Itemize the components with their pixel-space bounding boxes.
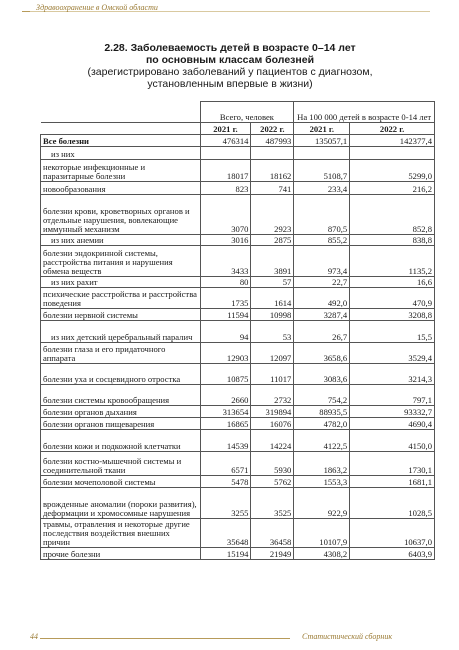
value-cell bbox=[350, 147, 435, 160]
value-cell: 35648 bbox=[200, 519, 251, 548]
table-row bbox=[41, 430, 435, 452]
value-cell: 3529,4 bbox=[350, 343, 435, 364]
value-cell: 5762 bbox=[251, 476, 294, 488]
value-cell: 10875 bbox=[200, 364, 251, 385]
value-cell: 1681,1 bbox=[350, 476, 435, 488]
table-row bbox=[41, 246, 435, 277]
table-row bbox=[41, 135, 435, 147]
value-cell: 135057,1 bbox=[294, 135, 350, 147]
value-cell: 16,6 bbox=[350, 277, 435, 288]
morbidity-table bbox=[40, 101, 435, 560]
value-cell: 36458 bbox=[251, 519, 294, 548]
value-cell: 4122,5 bbox=[294, 430, 350, 452]
value-cell: 2732 bbox=[251, 385, 294, 406]
table-row bbox=[41, 418, 435, 430]
table-row bbox=[41, 147, 435, 160]
value-cell bbox=[200, 147, 251, 160]
value-cell: 22,7 bbox=[294, 277, 350, 288]
value-cell: 26,7 bbox=[294, 321, 350, 343]
col-group-per-100k: На 100 000 детей в возрасте 0-14 лет bbox=[294, 102, 435, 123]
value-cell: 12903 bbox=[200, 343, 251, 364]
year-header: 2022 г. bbox=[251, 123, 294, 135]
value-cell: 1135,2 bbox=[350, 246, 435, 277]
value-cell: 1614 bbox=[251, 288, 294, 309]
value-cell: 3083,6 bbox=[294, 364, 350, 385]
table-row bbox=[41, 385, 435, 406]
value-cell: 3891 bbox=[251, 246, 294, 277]
table-row bbox=[41, 160, 435, 182]
value-cell: 10107,9 bbox=[294, 519, 350, 548]
page-number: 44 bbox=[30, 632, 38, 641]
value-cell: 4782,0 bbox=[294, 418, 350, 430]
value-cell: 11017 bbox=[251, 364, 294, 385]
table-row bbox=[41, 343, 435, 364]
value-cell: 922,9 bbox=[294, 488, 350, 519]
value-cell: 57 bbox=[251, 277, 294, 288]
table-row bbox=[41, 195, 435, 235]
value-cell: 80 bbox=[200, 277, 251, 288]
value-cell: 487993 bbox=[251, 135, 294, 147]
table-title bbox=[30, 42, 430, 90]
value-cell: 6403,9 bbox=[350, 548, 435, 560]
value-cell: 852,8 bbox=[350, 195, 435, 235]
value-cell: 5930 bbox=[251, 452, 294, 476]
value-cell: 5299,0 bbox=[350, 160, 435, 182]
row-label: болезни нервной системы bbox=[41, 309, 201, 321]
table-row bbox=[41, 309, 435, 321]
value-cell: 3433 bbox=[200, 246, 251, 277]
value-cell: 838,8 bbox=[350, 235, 435, 246]
value-cell: 88935,5 bbox=[294, 406, 350, 418]
year-header: 2022 г. bbox=[350, 123, 435, 135]
table-row bbox=[41, 364, 435, 385]
row-label: болезни мочеполовой системы bbox=[41, 476, 201, 488]
value-cell: 5108,7 bbox=[294, 160, 350, 182]
title-line-4: установленным впервые в жизни) bbox=[147, 78, 313, 90]
value-cell: 3287,4 bbox=[294, 309, 350, 321]
row-label: прочие болезни bbox=[41, 548, 201, 560]
value-cell: 93332,7 bbox=[350, 406, 435, 418]
value-cell: 1735 bbox=[200, 288, 251, 309]
row-label: из них рахит bbox=[41, 277, 201, 288]
footer-text: Статистический сборник bbox=[302, 632, 393, 641]
value-cell: 21949 bbox=[251, 548, 294, 560]
value-cell: 10637,0 bbox=[350, 519, 435, 548]
value-cell: 14224 bbox=[251, 430, 294, 452]
value-cell: 973,4 bbox=[294, 246, 350, 277]
value-cell: 754,2 bbox=[294, 385, 350, 406]
row-label: болезни органов пищеварения bbox=[41, 418, 201, 430]
row-label: болезни уха и сосцевидного отростка bbox=[41, 364, 201, 385]
table-row bbox=[41, 235, 435, 246]
value-cell: 476314 bbox=[200, 135, 251, 147]
table-row bbox=[41, 182, 435, 195]
value-cell: 313654 bbox=[200, 406, 251, 418]
table-row bbox=[41, 519, 435, 548]
value-cell: 3255 bbox=[200, 488, 251, 519]
row-label: болезни костно-мышечной системы и соединительной ткани bbox=[41, 452, 201, 476]
value-cell bbox=[251, 147, 294, 160]
row-label: из них анемии bbox=[41, 235, 201, 246]
row-label: из них детский церебральный паралич bbox=[41, 321, 201, 343]
table-row bbox=[41, 406, 435, 418]
table-row bbox=[41, 288, 435, 309]
value-cell: 216,2 bbox=[350, 182, 435, 195]
row-label: психические расстройства и расстройства поведения bbox=[41, 288, 201, 309]
value-cell: 3214,3 bbox=[350, 364, 435, 385]
value-cell: 94 bbox=[200, 321, 251, 343]
table-row bbox=[41, 452, 435, 476]
table-row bbox=[41, 476, 435, 488]
title-line-3: (зарегистрировано заболеваний у пациентов с диагнозом, bbox=[87, 66, 373, 78]
row-label: болезни кожи и подкожной клетчатки bbox=[41, 430, 201, 452]
value-cell: 492,0 bbox=[294, 288, 350, 309]
row-label: болезни эндокринной системы, расстройства питания и нарушения обмена веществ bbox=[41, 246, 201, 277]
value-cell: 1028,5 bbox=[350, 488, 435, 519]
footer-rule bbox=[40, 638, 290, 639]
title-line-1: 2.28. Заболеваемость детей в возрасте 0–14 лет bbox=[104, 42, 356, 54]
value-cell: 1730,1 bbox=[350, 452, 435, 476]
value-cell: 823 bbox=[200, 182, 251, 195]
row-label: травмы, отравления и некоторые другие последствия воздействия внешних причин bbox=[41, 519, 201, 548]
value-cell: 16076 bbox=[251, 418, 294, 430]
value-cell: 12097 bbox=[251, 343, 294, 364]
table-row bbox=[41, 321, 435, 343]
value-cell: 6571 bbox=[200, 452, 251, 476]
table-row bbox=[41, 277, 435, 288]
value-cell: 319894 bbox=[251, 406, 294, 418]
row-label: болезни системы кровообращения bbox=[41, 385, 201, 406]
value-cell: 15,5 bbox=[350, 321, 435, 343]
value-cell: 797,1 bbox=[350, 385, 435, 406]
value-cell: 2923 bbox=[251, 195, 294, 235]
value-cell: 18162 bbox=[251, 160, 294, 182]
row-label: из них bbox=[41, 147, 201, 160]
value-cell: 5478 bbox=[200, 476, 251, 488]
value-cell: 3658,6 bbox=[294, 343, 350, 364]
value-cell: 16865 bbox=[200, 418, 251, 430]
table-body bbox=[41, 135, 435, 560]
year-header: 2021 г. bbox=[200, 123, 251, 135]
value-cell: 470,9 bbox=[350, 288, 435, 309]
value-cell: 15194 bbox=[200, 548, 251, 560]
value-cell: 1863,2 bbox=[294, 452, 350, 476]
value-cell: 10998 bbox=[251, 309, 294, 321]
value-cell bbox=[294, 147, 350, 160]
value-cell: 4150,0 bbox=[350, 430, 435, 452]
corner-cell bbox=[41, 102, 201, 123]
running-header: Здравоохранение в Омской области bbox=[36, 3, 158, 12]
value-cell: 3070 bbox=[200, 195, 251, 235]
value-cell: 11594 bbox=[200, 309, 251, 321]
row-label: Все болезни bbox=[41, 135, 201, 147]
table-row bbox=[41, 548, 435, 560]
col-group-total: Всего, человек bbox=[200, 102, 294, 123]
year-header: 2021 г. bbox=[294, 123, 350, 135]
row-label: некоторые инфекционные и паразитарные болезни bbox=[41, 160, 201, 182]
corner-cell-2 bbox=[41, 123, 201, 135]
value-cell: 741 bbox=[251, 182, 294, 195]
table-row bbox=[41, 488, 435, 519]
value-cell: 2875 bbox=[251, 235, 294, 246]
value-cell: 870,5 bbox=[294, 195, 350, 235]
row-label: болезни глаза и его придаточного аппарата bbox=[41, 343, 201, 364]
value-cell: 14539 bbox=[200, 430, 251, 452]
value-cell: 855,2 bbox=[294, 235, 350, 246]
row-label: врожденные аномалии (пороки развития), деформации и хромосомные нарушения bbox=[41, 488, 201, 519]
value-cell: 18017 bbox=[200, 160, 251, 182]
row-label: новообразования bbox=[41, 182, 201, 195]
row-label: болезни крови, кроветворных органов и отдельные нарушения, вовлекающие иммунный механизм bbox=[41, 195, 201, 235]
value-cell: 233,4 bbox=[294, 182, 350, 195]
title-line-2: по основным классам болезней bbox=[145, 54, 315, 66]
value-cell: 53 bbox=[251, 321, 294, 343]
value-cell: 4308,2 bbox=[294, 548, 350, 560]
value-cell: 3208,8 bbox=[350, 309, 435, 321]
row-label: болезни органов дыхания bbox=[41, 406, 201, 418]
value-cell: 2660 bbox=[200, 385, 251, 406]
value-cell: 3016 bbox=[200, 235, 251, 246]
value-cell: 3525 bbox=[251, 488, 294, 519]
value-cell: 4690,4 bbox=[350, 418, 435, 430]
value-cell: 142377,4 bbox=[350, 135, 435, 147]
value-cell: 1553,3 bbox=[294, 476, 350, 488]
